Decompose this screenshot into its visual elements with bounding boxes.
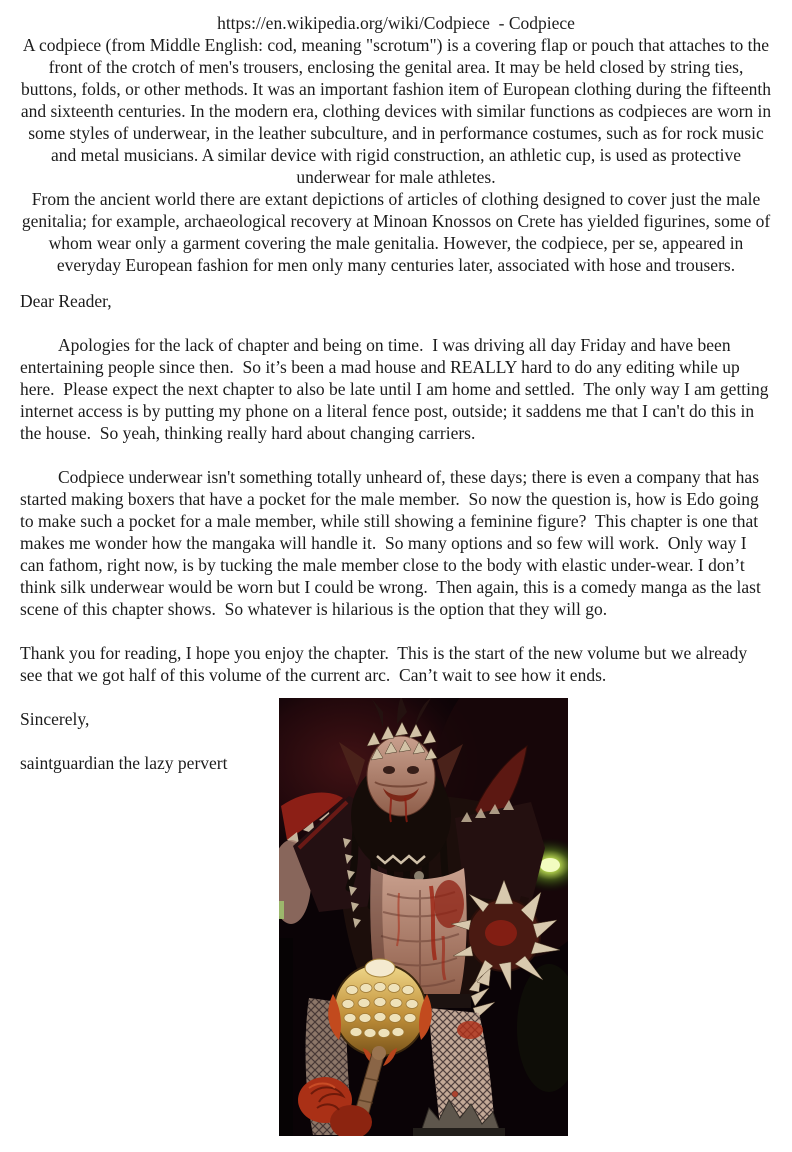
- photo-illustration: [279, 698, 568, 1136]
- letter-signature: saintguardian the lazy pervert: [20, 753, 228, 773]
- letter-paragraph-3: Thank you for reading, I hope you enjoy the chapter. This is the start of the new volume but we already see that we got half of this volume of the current arc. Can’t wait to see how it ends.: [20, 643, 752, 685]
- document-title-url: https://en.wikipedia.org/wiki/Codpiece - Codpiece: [217, 13, 575, 33]
- letter-closing: Sincerely,: [20, 709, 90, 729]
- letter-paragraph-1: Apologies for the lack of chapter and being on time. I was driving all day Friday and have been entertaining people since then. So it’s been a mad house and REALLY hard to do any editing while up here. Please expect the next chapter to also be late until I am home and settled. The only way I am getting internet access is by putting my phone on a literal fence post, outside; it saddens me that I can't do this in the house. So yeah, thinking really hard about changing carriers.: [20, 335, 773, 443]
- wikipedia-excerpt: [0, 34, 792, 276]
- wiki-paragraph-1: A codpiece (from Middle English: cod, meaning "scrotum") is a covering flap or pouch that attaches to the front of the crotch of men's trousers, enclosing the genital area. It may be held closed by string ties, buttons, folds, or other methods. It was an important fashion item of European clothing during the fifteenth and sixteenth centuries. In the modern era, clothing devices with similar functions as codpieces are worn in some styles of underwear, in the leather subculture, and in performance costumes, such as for rock music and metal musicians. A similar device with rigid construction, an athletic cup, is used as protective underwear for male athletes.: [20, 35, 776, 187]
- wiki-paragraph-2: From the ancient world there are extant depictions of articles of clothing designed to cover just the male genitalia; for example, archaeological recovery at Minoan Knossos on Crete has yielded figurines, some of whom wear only a garment covering the male genitalia. However, the codpiece, per se, appeared in everyday European fashion for men only many centuries later, associated with hose and trousers.: [21, 189, 775, 275]
- letter-salutation: Dear Reader,: [20, 291, 112, 311]
- photo-concert-performer: [279, 698, 568, 1136]
- letter-paragraph-2: Codpiece underwear isn't something totally unheard of, these days; there is even a company that has started making boxers that have a pocket for the male member. So now the question is, how is Edo going to make such a pocket for a male member, while still showing a feminine figure? This chapter is one that makes me wonder how the mangaka will handle it. So many options and so few will work. Only way I can fathom, right now, is by tucking the male member close to the body with elastic under-wear. I don’t think silk underwear would be worn but I could be wrong. Then again, this is a comedy manga as the last scene of this chapter shows. So whatever is hilarious is the option that they will go.: [20, 467, 766, 619]
